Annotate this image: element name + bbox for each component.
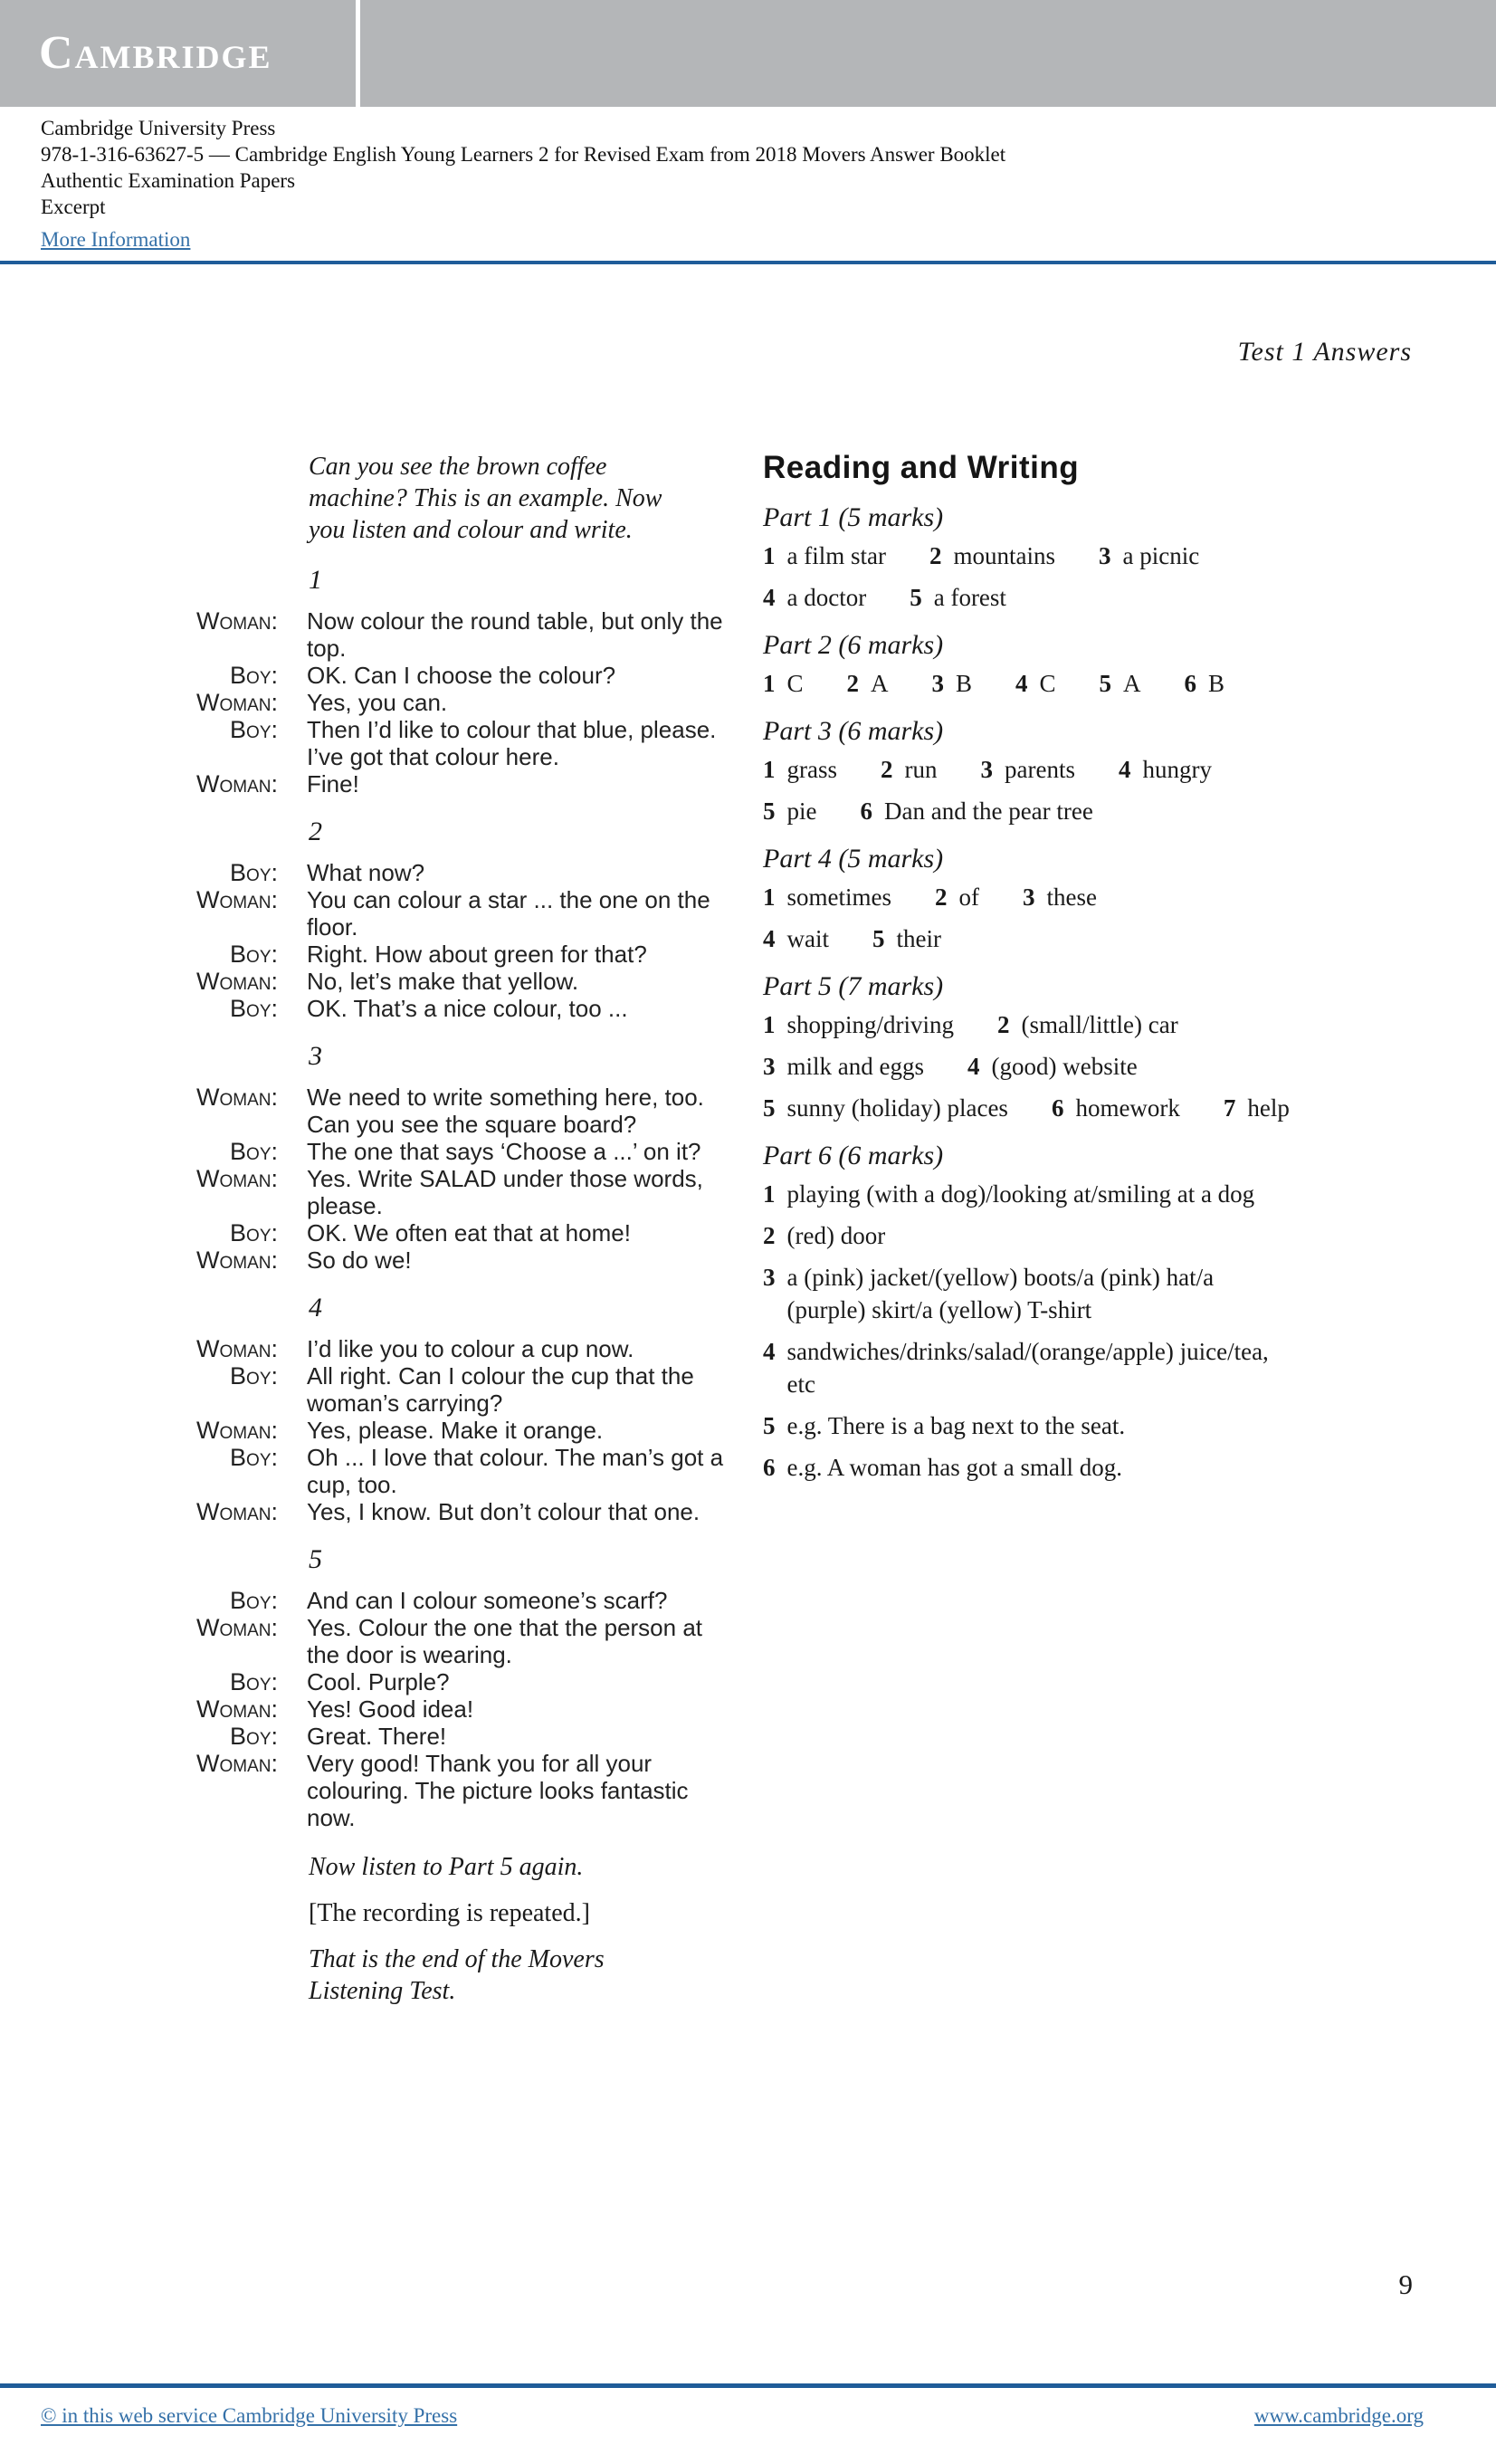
answer-part (763, 1140, 1412, 1484)
answer-item (910, 581, 1006, 614)
answer-text: pie (786, 797, 817, 825)
answer-text: help (1247, 1094, 1290, 1122)
speaker-label: Boy: (230, 859, 278, 886)
answer-part (763, 715, 1412, 827)
dialogue-text: Right. How about green for that? (307, 941, 647, 968)
answer-number: 7 (1223, 1094, 1236, 1122)
dialogue-turn (163, 1165, 747, 1219)
publisher-line: Cambridge University Press (41, 117, 276, 139)
answer-line (763, 922, 1412, 955)
answer-item (763, 540, 886, 572)
dialogue-block (163, 1084, 747, 1274)
answer-number: 1 (763, 1180, 776, 1208)
answer-text: (red) door (786, 1222, 886, 1249)
dialogue-turn (163, 1695, 747, 1723)
dialogue-text: So do we! (307, 1246, 412, 1274)
answer-number: 4 (763, 1338, 776, 1365)
section-number: 4 (309, 1293, 322, 1323)
answer-item (847, 667, 889, 700)
speaker-label: Boy: (230, 1587, 278, 1614)
answer-line (763, 753, 1412, 786)
dialogue-text: Now colour the round table, but only the top. (307, 607, 723, 662)
more-information-link[interactable]: More Information (41, 228, 191, 251)
section-number: 1 (309, 565, 322, 595)
part-title: Part 2 (6 marks) (763, 630, 944, 660)
answer-item (997, 1008, 1178, 1041)
dialogue-turn (163, 941, 747, 968)
running-head: Test 1 Answers (1237, 337, 1412, 367)
answer-number: 3 (980, 756, 993, 783)
answer-item (1015, 667, 1056, 700)
copyright-link[interactable]: © in this web service Cambridge University Press (41, 2404, 458, 2427)
excerpt-line: Excerpt (41, 196, 106, 218)
answer-text: a doctor (786, 584, 867, 611)
reading-writing-answers (763, 450, 1412, 1493)
section-number: 2 (309, 817, 322, 846)
dialogue-turn (163, 1335, 747, 1362)
answer-text: playing (with a dog)/looking at/smiling at a dog (786, 1180, 1255, 1208)
answer-text: B (956, 670, 973, 697)
answer-text: hungry (1142, 756, 1212, 783)
answer-item (861, 795, 1093, 827)
dialogue-block (163, 1335, 747, 1525)
answer-item (1224, 1092, 1290, 1124)
answer-item (967, 1050, 1138, 1083)
answer-line (763, 581, 1412, 614)
dialogue-turn (163, 859, 747, 886)
answer-item (932, 667, 973, 700)
answer-number: 3 (931, 670, 945, 697)
dialogue-text: Great. There! (307, 1723, 447, 1750)
speaker-label: Woman: (196, 1750, 278, 1777)
answer-number: 2 (997, 1011, 1010, 1038)
dialogue-block (163, 1587, 747, 1831)
answer-text: A (871, 670, 889, 697)
answer-text: parents (1005, 756, 1075, 783)
answer-text: e.g. There is a bag next to the seat. (786, 1412, 1126, 1439)
answer-item (763, 1092, 1008, 1124)
brand-divider (356, 0, 360, 107)
answer-text: mountains (953, 542, 1055, 569)
closing-line: Now listen to Part 5 again. (309, 1853, 584, 1881)
dialogue-turn (163, 1498, 747, 1525)
speaker-label: Woman: (196, 1498, 278, 1525)
answer-text: a picnic (1122, 542, 1200, 569)
part-title: Part 5 (7 marks) (763, 971, 944, 1001)
dialogue-text: Yes, please. Make it orange. (307, 1417, 604, 1444)
answer-text: A (1123, 670, 1141, 697)
answer-text: C (1039, 670, 1056, 697)
answer-number: 5 (763, 1094, 776, 1122)
dialogue-text: Oh ... I love that colour. The man’s got a cup, too. (307, 1444, 724, 1498)
answer-text: sometimes (786, 883, 891, 911)
answer-item (763, 1451, 1122, 1484)
answer-line (763, 1050, 1412, 1083)
speaker-label: Woman: (196, 1246, 278, 1274)
answer-line (763, 1335, 1412, 1400)
dialogue-text: OK. We often eat that at home! (307, 1219, 631, 1246)
part-title: Part 6 (6 marks) (763, 1141, 944, 1170)
answer-item (1185, 667, 1225, 700)
speaker-label: Boy: (230, 716, 278, 743)
dialogue-text: I’d like you to colour a cup now. (307, 1335, 634, 1362)
dialogue-text: You can colour a star ... the one on the floor. (307, 886, 710, 941)
answer-item (1052, 1092, 1180, 1124)
answer-text: a forest (933, 584, 1006, 611)
dialogue-turn (163, 1723, 747, 1750)
part-title: Part 3 (6 marks) (763, 716, 944, 746)
dialogue-turn (163, 995, 747, 1022)
closing-line: That is the end of the Movers Listening Test. (309, 1945, 605, 2005)
answer-text: their (896, 925, 941, 952)
brand-bar (0, 0, 1496, 107)
answer-text: sunny (holiday) places (786, 1094, 1008, 1122)
answer-item (1100, 667, 1141, 700)
answer-number: 4 (763, 584, 776, 611)
speaker-label: Woman: (196, 607, 278, 635)
dialogue-turn (163, 689, 747, 716)
bottom-rule (0, 2383, 1496, 2388)
answer-item (1099, 540, 1199, 572)
answer-number: 2 (846, 670, 860, 697)
answer-item (763, 1050, 924, 1083)
dialogue-turn (163, 662, 747, 689)
answer-number: 5 (1099, 670, 1112, 697)
answer-text: sandwiches/drinks/salad/(orange/apple) juice/tea, etc (786, 1338, 1269, 1398)
dialogue-block (163, 859, 747, 1022)
dialogue-turn (163, 1668, 747, 1695)
dialogue-turn (163, 607, 747, 662)
answer-item (763, 753, 837, 786)
answer-number: 4 (763, 925, 776, 952)
answer-line (763, 881, 1412, 913)
answer-text: a film star (786, 542, 886, 569)
dialogue-text: All right. Can I colour the cup that the woman’s carrying? (307, 1362, 694, 1417)
answer-text: grass (786, 756, 837, 783)
speaker-label: Woman: (196, 1165, 278, 1192)
part-title: Part 4 (5 marks) (763, 844, 944, 874)
answer-item (763, 1335, 1285, 1400)
script-closing (163, 1851, 747, 2007)
answer-number: 2 (929, 542, 942, 569)
answer-item (763, 1008, 954, 1041)
isbn-line: 978-1-316-63627-5 — Cambridge English Young Learners 2 for Revised Exam from 2018 Movers Answer Booklet (41, 143, 1006, 166)
answer-part (763, 629, 1412, 700)
dialogue-text: And can I colour someone’s scarf? (307, 1587, 668, 1614)
dialogue-text: OK. That’s a nice colour, too ... (307, 995, 628, 1022)
dialogue-turn (163, 1614, 747, 1668)
answer-item (763, 922, 829, 955)
part-title: Part 1 (5 marks) (763, 502, 944, 532)
answer-number: 5 (763, 797, 776, 825)
dialogue-text: Fine! (307, 770, 359, 797)
page-number: 9 (1398, 2268, 1413, 2300)
dialogue-turn (163, 770, 747, 797)
answer-text: (small/little) car (1021, 1011, 1178, 1038)
dialogue-text: The one that says ‘Choose a ...’ on it? (307, 1138, 701, 1165)
answer-line (763, 1008, 1412, 1041)
answer-item (872, 922, 941, 955)
series-line: Authentic Examination Papers (41, 169, 296, 192)
dialogue-text: Yes. Write SALAD under those words, please. (307, 1165, 703, 1219)
speaker-label: Boy: (230, 1219, 278, 1246)
answer-number: 2 (935, 883, 948, 911)
answer-number: 5 (763, 1412, 776, 1439)
answer-part (763, 843, 1412, 955)
top-rule (0, 261, 1496, 264)
dialogue-turn (163, 1417, 747, 1444)
script-intro: Can you see the brown coffee machine? This is an example. Now you listen and colour and write. (309, 453, 662, 544)
speaker-label: Woman: (196, 770, 278, 797)
dialogue-turn (163, 1138, 747, 1165)
speaker-label: Boy: (230, 1723, 278, 1750)
speaker-label: Boy: (230, 662, 278, 689)
answer-item (1119, 753, 1212, 786)
answer-item (763, 667, 804, 700)
answer-text: C (786, 670, 804, 697)
dialogue-text: Very good! Thank you for all your colouring. The picture looks fantastic now. (307, 1750, 689, 1831)
answer-number: 2 (763, 1222, 776, 1249)
speaker-label: Boy: (230, 1668, 278, 1695)
answer-item (763, 795, 817, 827)
answer-item (881, 753, 938, 786)
answer-number: 6 (1184, 670, 1197, 697)
answer-number: 1 (763, 542, 776, 569)
dialogue-text: Yes, you can. (307, 689, 448, 716)
dialogue-turn (163, 886, 747, 941)
answer-item (763, 881, 891, 913)
header-meta (41, 115, 1005, 253)
answer-line (763, 1219, 1412, 1252)
answer-number: 6 (1051, 1094, 1064, 1122)
answer-number: 1 (763, 1011, 776, 1038)
speaker-label: Woman: (196, 1417, 278, 1444)
dialogue-text: What now? (307, 859, 425, 886)
speaker-label: Boy: (230, 1362, 278, 1390)
answer-number: 4 (1118, 756, 1131, 783)
dialogue-turn (163, 1362, 747, 1417)
speaker-label: Woman: (196, 1335, 278, 1362)
answer-item (763, 1178, 1254, 1210)
answer-line (763, 1409, 1412, 1442)
dialogue-text: Yes, I know. But don’t colour that one. (307, 1498, 700, 1525)
answer-line (763, 795, 1412, 827)
answer-text: run (904, 756, 938, 783)
section-number: 3 (309, 1041, 322, 1071)
answer-item (935, 881, 979, 913)
dialogue-turn (163, 1750, 747, 1831)
answer-number: 1 (763, 883, 776, 911)
answer-text: Dan and the pear tree (884, 797, 1093, 825)
answer-line (763, 1261, 1412, 1326)
answer-number: 1 (763, 670, 776, 697)
answer-line (763, 667, 1412, 700)
speaker-label: Boy: (230, 995, 278, 1022)
answer-line (763, 1092, 1412, 1124)
answer-item (763, 1409, 1125, 1442)
speaker-label: Woman: (196, 1614, 278, 1641)
answer-number: 3 (763, 1264, 776, 1291)
speaker-label: Boy: (230, 1444, 278, 1471)
answer-number: 2 (881, 756, 893, 783)
listening-script (163, 451, 747, 2007)
answer-number: 4 (967, 1053, 980, 1080)
answer-text: shopping/driving (786, 1011, 955, 1038)
answer-item (763, 1261, 1285, 1326)
closing-line: [The recording is repeated.] (309, 1899, 590, 1927)
speaker-label: Woman: (196, 1084, 278, 1111)
answer-text: (good) website (991, 1053, 1138, 1080)
answer-number: 5 (910, 584, 922, 611)
answer-item (763, 1219, 885, 1252)
dialogue-turn (163, 1444, 747, 1498)
dialogue-text: OK. Can I choose the colour? (307, 662, 616, 689)
answer-text: homework (1075, 1094, 1180, 1122)
answer-number: 5 (872, 925, 885, 952)
dialogue-text: We need to write something here, too. Can you see the square board? (307, 1084, 704, 1138)
answer-number: 6 (763, 1454, 776, 1481)
dialogue-turn (163, 1246, 747, 1274)
dialogue-text: Yes. Colour the one that the person at the door is wearing. (307, 1614, 703, 1668)
answer-number: 4 (1015, 670, 1028, 697)
answer-text: a (pink) jacket/(yellow) boots/a (pink) hat/a (purple) skirt/a (yellow) T-shirt (786, 1264, 1215, 1323)
speaker-label: Woman: (196, 689, 278, 716)
dialogue-text: Then I’d like to colour that blue, please. I’ve got that colour here. (307, 716, 717, 770)
answer-part (763, 501, 1412, 614)
answer-line (763, 540, 1412, 572)
dialogue-block (163, 607, 747, 797)
speaker-label: Boy: (230, 1138, 278, 1165)
dialogue-text: Yes! Good idea! (307, 1695, 474, 1723)
dialogue-turn (163, 968, 747, 995)
website-link[interactable]: www.cambridge.org (1253, 2404, 1424, 2427)
answer-number: 3 (1023, 883, 1035, 911)
answer-text: wait (786, 925, 829, 952)
answer-text: B (1208, 670, 1225, 697)
answer-number: 3 (763, 1053, 776, 1080)
answer-item (981, 753, 1075, 786)
dialogue-turn (163, 1084, 747, 1138)
answer-text: of (958, 883, 979, 911)
answer-line (763, 1451, 1412, 1484)
section-number: 5 (309, 1544, 322, 1574)
answer-line (763, 1178, 1412, 1210)
answer-item (929, 540, 1055, 572)
speaker-label: Boy: (230, 941, 278, 968)
answer-item (1023, 881, 1097, 913)
answer-text: these (1046, 883, 1097, 911)
speaker-label: Woman: (196, 968, 278, 995)
answer-parts (763, 501, 1412, 1484)
answer-text: e.g. A woman has got a small dog. (786, 1454, 1122, 1481)
dialogue-text: Cool. Purple? (307, 1668, 450, 1695)
dialogue-turn (163, 1219, 747, 1246)
answer-number: 1 (763, 756, 776, 783)
speaker-label: Woman: (196, 1695, 278, 1723)
answer-number: 3 (1098, 542, 1111, 569)
answer-part (763, 970, 1412, 1124)
dialogue-turn (163, 716, 747, 770)
speaker-label: Woman: (196, 886, 278, 913)
dialogue-turn (163, 1587, 747, 1614)
cambridge-logo: Cambridge (39, 27, 272, 79)
script-sections (163, 564, 747, 1831)
dialogue-text: No, let’s make that yellow. (307, 968, 579, 995)
reading-writing-title: Reading and Writing (763, 450, 1080, 485)
answer-number: 6 (860, 797, 872, 825)
answer-text: milk and eggs (786, 1053, 924, 1080)
answer-item (763, 581, 866, 614)
